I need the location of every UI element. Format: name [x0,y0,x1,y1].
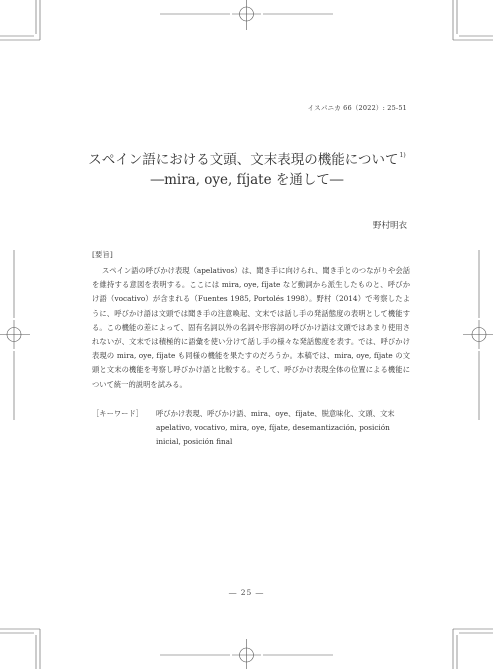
abstract-label: [要旨] [92,250,113,259]
keywords-spanish: apelativo, vocativo, mira, oye, fíjate, desemantización, posición inicial, posición final [156,423,390,447]
keywords-label: ［キーワード］ [92,409,144,418]
article-title [86,146,408,190]
keywords-list [156,407,410,450]
keywords-section [92,407,410,450]
author-name: 野村明衣 [372,221,407,231]
title-line-1 [86,146,408,170]
title-main-text: スペイン語における文頭、文末表現の機能について [88,152,399,168]
footnote-marker[interactable]: 1) [399,152,406,159]
page-number: ― 25 ― [228,588,265,597]
journal-reference: イスパニカ 66（2022）: 25-51 [307,104,407,112]
abstract-body [92,264,410,392]
title-line-2: ―mira, oye, fíjate を通して― [150,172,344,188]
keywords-japanese: 呼びかけ表現、呼びかけ語、mira、oye、fíjate、脱意味化、文頭、文末 [156,409,395,418]
abstract-paragraph: スペイン語の呼びかけ表現（apelativos）は、聞き手に向けられ、聞き手とのつながりや会話を維持する意図を表明する。ここには mira, oye, fíjate など動詞から派生したものと、呼びかけ語（vocativo）が含まれる（Fuentes 1985, Portolés 1998）。野村（2014）で考察したように、呼びかけ語は文頭では聞き手の注意喚起、文末では話し手の発話態度の表明として機能する。この機能の差によって、固有名詞以外の名詞や形容詞の呼びかけ語は文頭ではあまり使用されないが、文末では積極的に語彙を使い分けて話し手の様々な発話態度を表す。では、呼びかけ表現の mira, oye, fíjate も同様の機能を果たすのだろうか。本稿では、mira, oye, fíjate の文頭と文末の機能を考察し呼びかけ語と比較する。そして、呼びかけ表現全体の位置による機能について統一的説明を試みる。 [92,266,410,389]
